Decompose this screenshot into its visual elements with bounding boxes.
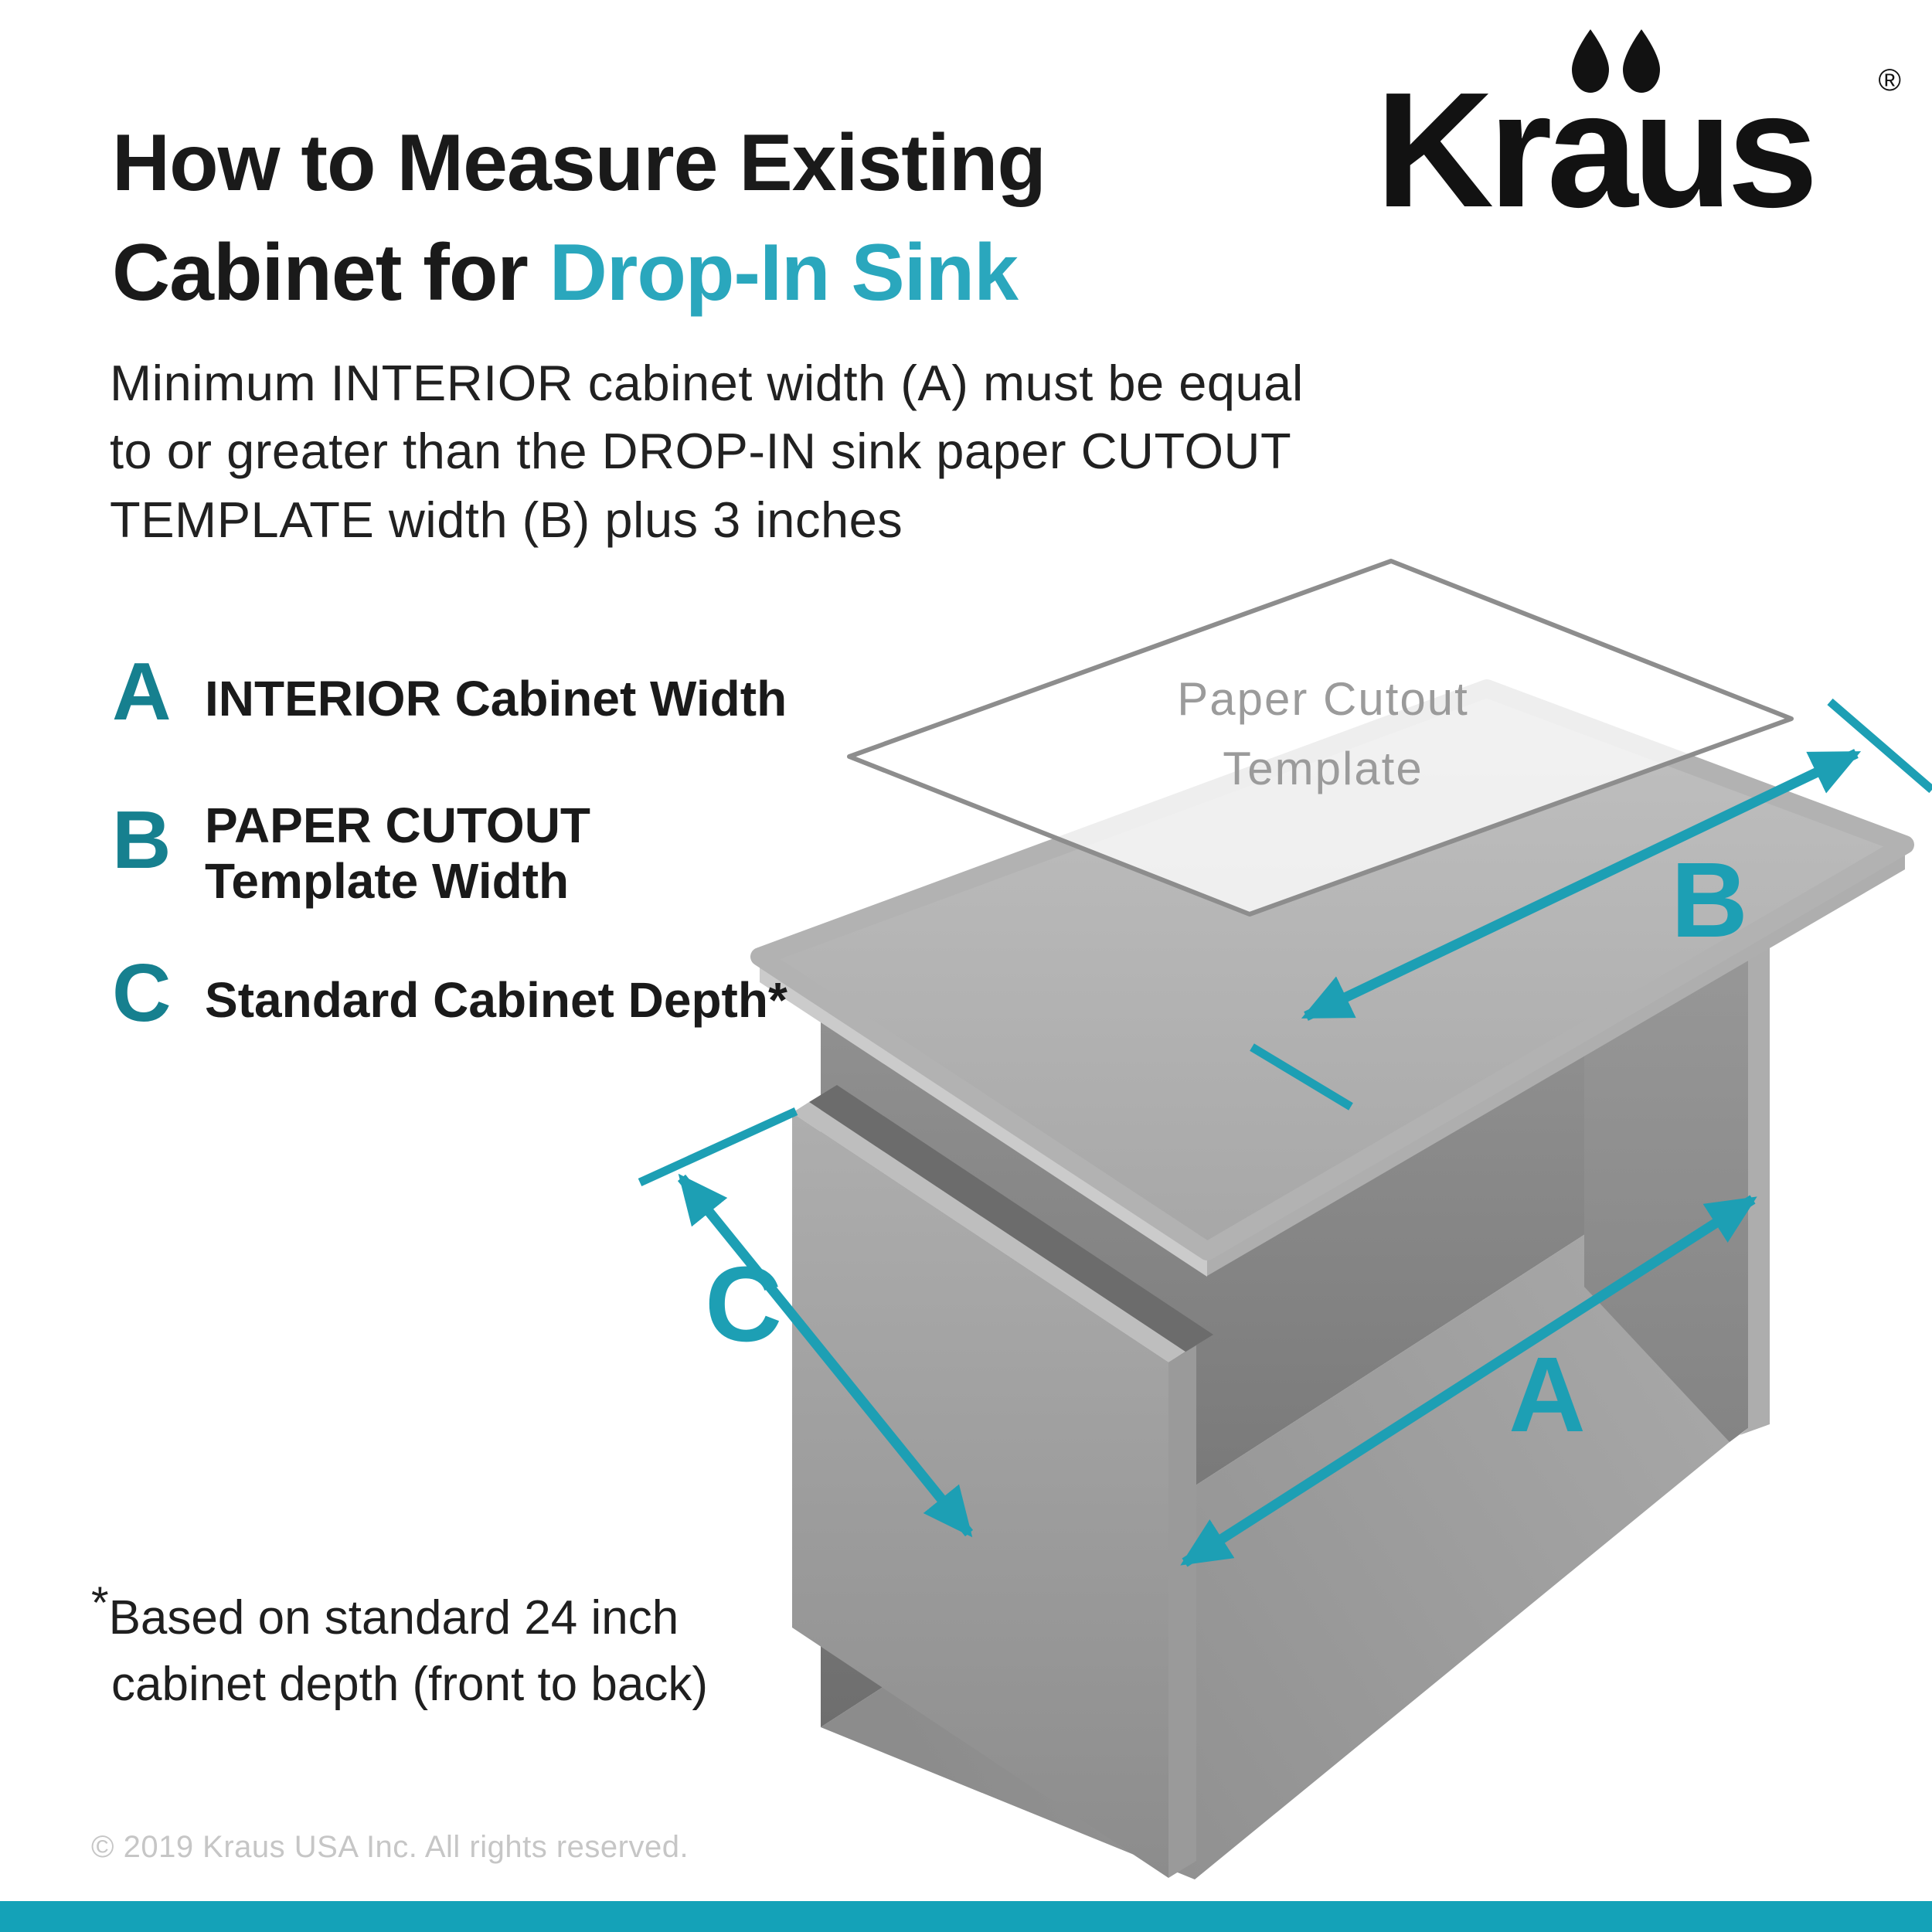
dimension-label-b: B bbox=[1671, 841, 1748, 960]
legend-key-c: C bbox=[112, 947, 172, 1039]
legend-key-a: A bbox=[112, 646, 172, 737]
dimension-tick-c bbox=[640, 1111, 796, 1182]
registered-trademark-symbol: ® bbox=[1878, 63, 1901, 97]
legend-label-b-line1: PAPER CUTOUT bbox=[205, 798, 590, 853]
intro-line2: to or greater than the DROP-IN sink paper CUTOUT bbox=[110, 423, 1292, 480]
copyright-notice: © 2019 Kraus USA Inc. All rights reserved. bbox=[91, 1830, 689, 1864]
legend-label-a bbox=[205, 671, 787, 726]
legend-label-b bbox=[205, 798, 590, 910]
cabinet-left-panel-front-edge bbox=[1168, 1345, 1196, 1878]
legend-label-c bbox=[205, 972, 787, 1028]
footnote-asterisk: * bbox=[91, 1578, 109, 1628]
kraus-logo bbox=[1376, 39, 1901, 241]
footnote-line1-text: Based on standard 24 inch bbox=[108, 1591, 679, 1645]
page-title-line2-prefix: Cabinet for bbox=[112, 228, 549, 318]
page-title-line2 bbox=[112, 218, 1046, 328]
legend-label-c-line1: Standard Cabinet Depth* bbox=[205, 972, 787, 1028]
footer-accent-bar bbox=[0, 1901, 1932, 1932]
page-title bbox=[112, 108, 1046, 328]
legend-label-b-line2: Template Width bbox=[205, 853, 570, 910]
dimension-tick-b-upper bbox=[1830, 702, 1932, 790]
intro-paragraph bbox=[110, 349, 1304, 554]
footnote-line1 bbox=[91, 1573, 708, 1651]
dimension-label-c: C bbox=[705, 1245, 782, 1364]
page-title-line1: How to Measure Existing bbox=[112, 118, 1046, 208]
intro-line1: Minimum INTERIOR cabinet width (A) must be equal bbox=[110, 355, 1304, 411]
footnote bbox=[91, 1573, 708, 1717]
footnote-line2: cabinet depth (front to back) bbox=[111, 1657, 709, 1711]
kraus-logo-wordmark: Kraus bbox=[1376, 58, 1813, 241]
intro-line3: TEMPLATE width (B) plus 3 inches bbox=[110, 491, 903, 548]
legend-label-a-line1: INTERIOR Cabinet Width bbox=[205, 671, 787, 726]
paper-template-label-line1: Paper Cutout bbox=[1177, 673, 1469, 725]
page-title-line2-accent: Drop-In Sink bbox=[549, 228, 1019, 318]
paper-template-label-line2: Template bbox=[1223, 743, 1423, 794]
dimension-label-a: A bbox=[1509, 1335, 1586, 1454]
legend-key-b: B bbox=[112, 794, 172, 886]
